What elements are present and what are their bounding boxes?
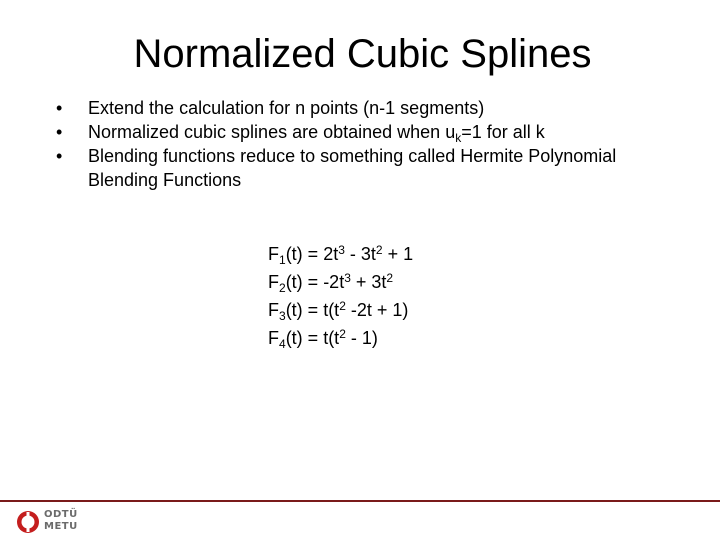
eq-part: (t) = t(t — [285, 328, 340, 348]
eq-index: 2 — [279, 281, 286, 295]
bullet-text: Extend the calculation for n points (n-1 segments) — [88, 98, 485, 118]
eq-index: 1 — [279, 253, 286, 267]
subscript: k — [455, 131, 462, 145]
eq-power: 3 — [338, 243, 345, 257]
bullet-item — [56, 96, 696, 120]
eq-part: (t) = t(t — [285, 300, 340, 320]
bullet-text-part: Normalized cubic splines are obtained when u — [88, 122, 456, 142]
bullet-text-part: =1 for all k — [461, 122, 545, 142]
metu-logo — [16, 508, 86, 536]
footer-divider — [0, 500, 720, 502]
eq-index: 3 — [279, 309, 286, 323]
eq-power: 2 — [339, 299, 346, 313]
eq-power: 2 — [386, 271, 394, 285]
eq-index: 4 — [279, 337, 286, 351]
eq-part: (t) = -2t — [285, 272, 345, 292]
bullet-item — [56, 120, 696, 144]
bullet-text: Blending Functions — [88, 170, 242, 190]
eq-func: F — [268, 328, 279, 348]
equation-f4 — [268, 324, 413, 352]
bullet-list — [56, 96, 696, 192]
eq-part: -2t + 1) — [345, 300, 409, 320]
eq-part: (t) = 2t — [285, 244, 339, 264]
equation-block — [268, 240, 413, 352]
bullet-text: Blending functions reduce to something called Hermite Polynomial — [88, 146, 617, 166]
logo-text-top: ODTÜ — [44, 509, 78, 520]
eq-part: - 3t — [344, 244, 376, 264]
bullet-marker: • — [56, 98, 63, 118]
logo-text-bottom: METU — [44, 521, 78, 532]
equation-f3 — [268, 296, 413, 324]
eq-func: F — [268, 300, 279, 320]
eq-func: F — [268, 244, 279, 264]
equation-f1 — [268, 240, 413, 268]
logo-wordmark — [44, 509, 78, 533]
bullet-marker: • — [56, 146, 63, 166]
eq-power: 3 — [344, 271, 351, 285]
slide-title: Normalized Cubic Splines — [133, 32, 592, 76]
bullet-item — [56, 144, 696, 192]
equation-f2 — [268, 268, 413, 296]
eq-power: 2 — [339, 327, 346, 341]
eq-part: + 3t — [350, 272, 387, 292]
eq-func: F — [268, 272, 279, 292]
eq-power: 2 — [375, 243, 383, 257]
metu-emblem-icon — [16, 510, 40, 534]
bullet-text — [88, 122, 545, 145]
eq-part: - 1) — [345, 328, 378, 348]
bullet-marker: • — [56, 122, 63, 142]
eq-part: + 1 — [382, 244, 414, 264]
